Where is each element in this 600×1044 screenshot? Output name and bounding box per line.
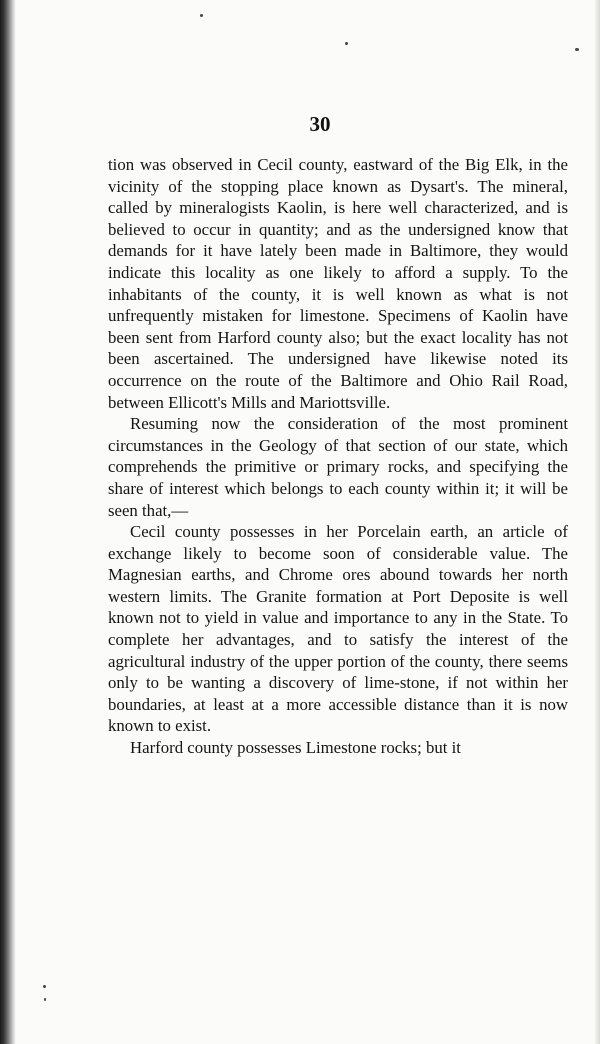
body-text	[108, 154, 568, 759]
page-edge	[594, 0, 600, 1044]
page-number: 30	[309, 112, 331, 136]
binding-shadow	[0, 0, 16, 1044]
paragraph: Resuming now the consideration of the most prominent circumstances in the Geology of that section of our state, which comprehends the primitive or primary rocks, and specifying the share of interest which belongs to each county within it; it will be seen that,—	[108, 414, 568, 520]
paragraph: Harford county possesses Limestone rocks; but it	[130, 738, 461, 758]
paragraph: tion was observed in Cecil county, eastward of the Big Elk, in the vicinity of the stopping place known as Dysart's. The mineral, called by mineralogists Kaolin, is here well characterized, and is believed to occur in quantity; and as the undersigned know that demands for it have lately been made in Baltimore, they would indicate this locality as one likely to afford a supply. To the inhabitants of the county, it is well known as what is not unfrequently mistaken for limestone. Specimens of Kaolin have been sent from Harford county also; but the exact locality has not been ascertained. The undersigned have likewise noted its occurrence on the route of the Baltimore and Ohio Rail Road, between Ellicott's Mills and Mariottsville.	[108, 155, 568, 412]
ink-speck	[200, 14, 203, 17]
ink-speck	[345, 42, 348, 45]
ink-speck	[575, 48, 579, 51]
paragraph: Cecil county possesses in her Porcelain earth, an article of exchange likely to become soon of considerable value. The Magnesian earths, and Chrome ores abound towards her north western limits. The Granite formation at Port Deposite is well known not to yield in value and importance to any in the State. To complete her advantages, and to satisfy the interest of the agricultural industry of the upper portion of the county, there seems only to be wanting a discovery of lime-stone, if not within her boundaries, at least at a more accessible distance than it is now known to exist.	[108, 522, 568, 736]
ink-speck	[44, 998, 46, 1001]
ink-speck	[43, 985, 46, 988]
